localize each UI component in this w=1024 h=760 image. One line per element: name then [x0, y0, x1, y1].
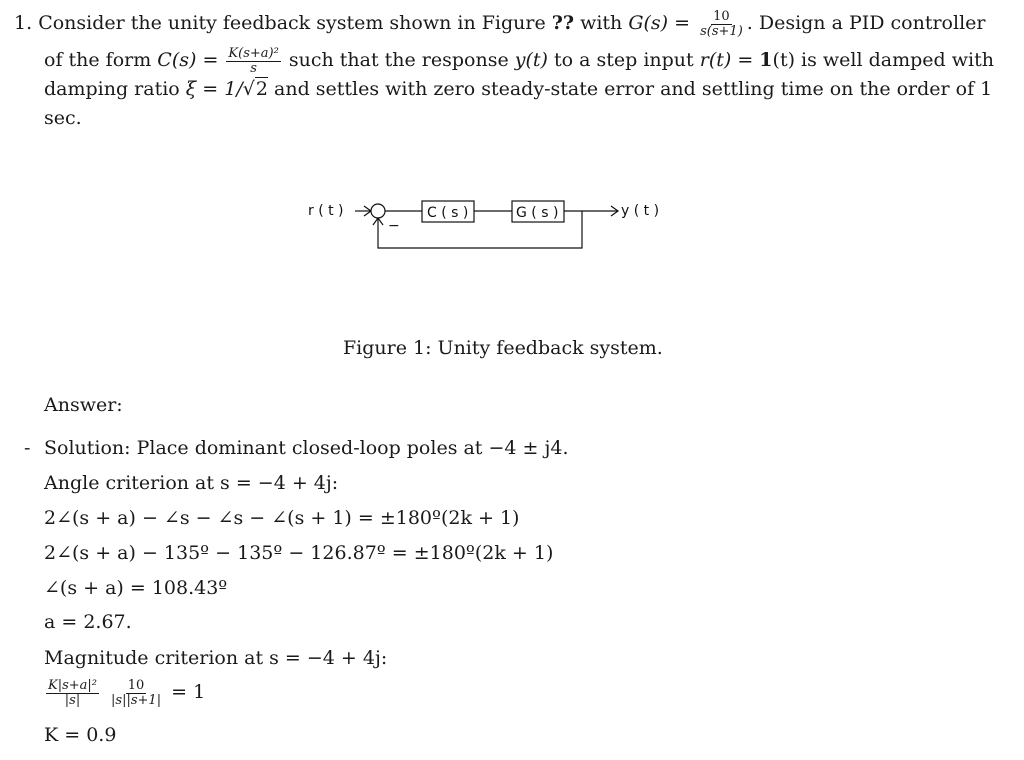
- magnitude-criterion-heading: Magnitude criterion at s = −4 + 4j:: [44, 647, 388, 669]
- solution-bullet: -: [24, 437, 31, 459]
- problem-line-4: sec.: [44, 107, 82, 129]
- equation-angle-3: ∠(s + a) = 108.43º: [44, 577, 228, 599]
- controller-fraction: $\frac{\text{K(s+a)²}}{s}$: [228, 46, 279, 76]
- figure-reference: ??: [551, 12, 575, 35]
- problem-line-1: 1. Consider the unity feedback system shown in Figure ?? with G(s) = $\frac{10}{s(s+1)}$ . Design a PID controller: [14, 9, 986, 39]
- equation-angle-1: 2∠(s + a) − ∠s − ∠s − ∠(s + 1) = ±180º(2k + 1): [44, 507, 520, 529]
- equation-angle-2: 2∠(s + a) − 135º − 135º − 126.87º = ±180º(2k + 1): [44, 542, 554, 564]
- solution-text: Solution: Place dominant closed-loop poles at −4 ± j4.: [44, 437, 569, 459]
- figure-caption: Figure 1: Unity feedback system.: [343, 337, 663, 359]
- angle-criterion-heading: Angle criterion at s = −4 + 4j:: [44, 472, 339, 494]
- problem-line-2: of the form C(s) = $\frac{\text{K(s+a)²}}{s}$ such that the response y(t) to a step input r(t) = 1(t) is well damped with: [44, 46, 994, 76]
- controller-block-label: C ( s ): [427, 205, 469, 221]
- magnitude-fraction-1: $\frac{\text{K|s+a|²}}{|s|}$: [48, 678, 97, 708]
- input-label: r ( t ): [308, 203, 344, 219]
- controller-lhs: C(s) =: [157, 49, 219, 72]
- magnitude-fraction-2: $\frac{10}{|s||s+1|}$: [111, 678, 162, 708]
- summing-junction: [371, 204, 385, 218]
- output-label: y ( t ): [621, 203, 660, 219]
- magnitude-equation: $\frac{\text{K|s+a|²}}{|s|}$ $\frac{10}{|s||s+1|}$ = 1: [48, 678, 206, 708]
- equation-k-value: K = 0.9: [44, 724, 117, 746]
- problem-number: 1.: [14, 12, 33, 35]
- plant-fraction: $\frac{10}{s(s+1)}$: [700, 9, 743, 39]
- plant-lhs: G(s) =: [628, 12, 691, 35]
- plant-block-label: G ( s ): [516, 205, 559, 221]
- answer-heading: Answer:: [44, 394, 123, 416]
- equation-a-value: a = 2.67.: [44, 611, 132, 633]
- minus-sign: −: [388, 218, 400, 234]
- block-diagram: [300, 190, 680, 260]
- problem-line-3: damping ratio ξ = 1/√2 and settles with zero steady-state error and settling time on the order of 1: [44, 78, 993, 100]
